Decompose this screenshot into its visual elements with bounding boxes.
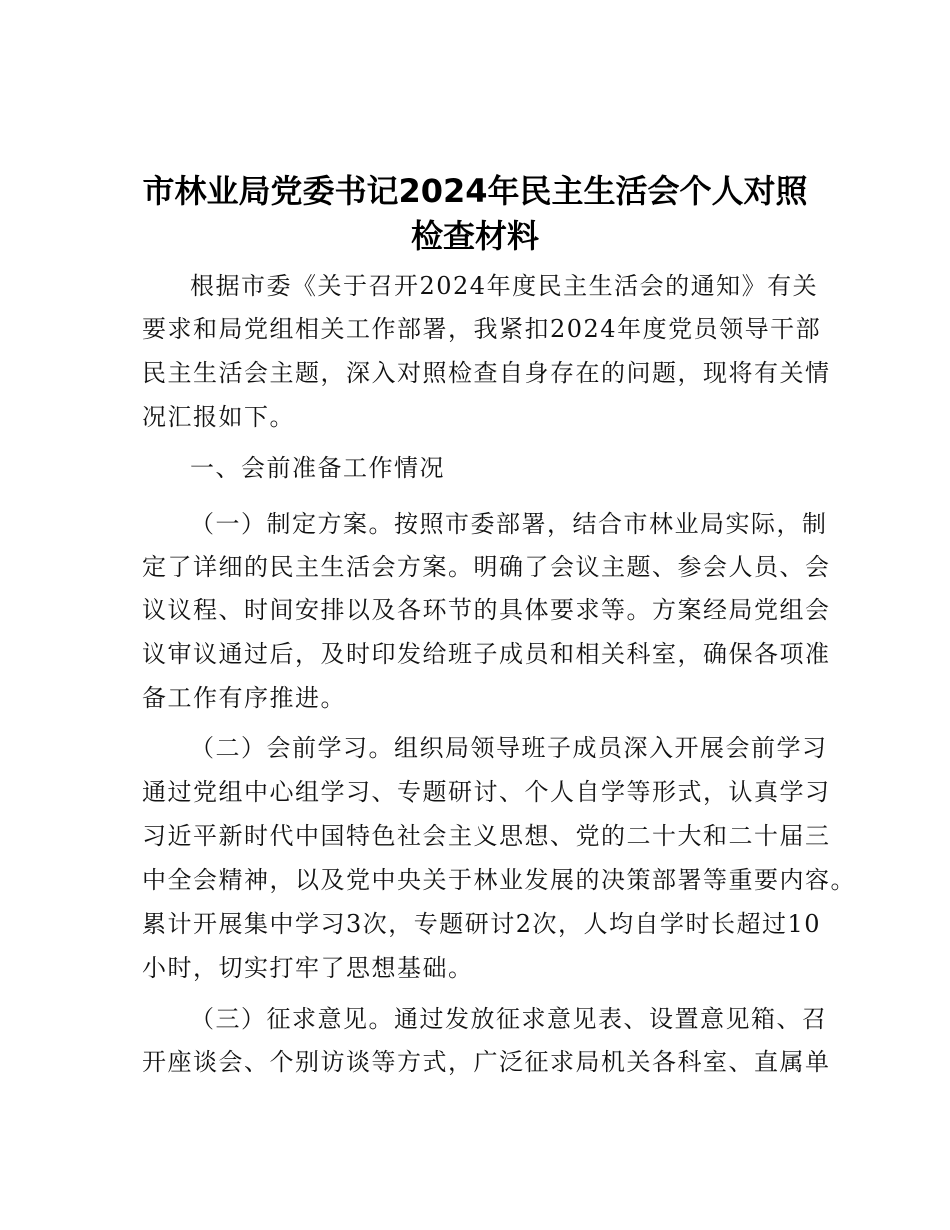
paragraph-2-line-3: 议议程、时间安排以及各环节的具体要求等。方案经局党组会 (142, 596, 831, 624)
paragraph-4-line-2: 开座谈会、个别访谈等方式，广泛征求局机关各科室、直属单 (142, 1048, 831, 1076)
paragraph-3-line-2: 通过党组中心组学习、专题研讨、个人自学等形式，认真学习 (142, 778, 831, 806)
paragraph-2-line-2: 定了详细的民主生活会方案。明确了会议主题、参会人员、会 (142, 553, 831, 581)
paragraph-2-line-4: 议审议通过后，及时印发给班子成员和相关科室，确保各项准 (142, 640, 831, 668)
paragraph-1-line-2: 要求和局党组相关工作部署，我紧扣2024年度党员领导干部 (142, 315, 822, 343)
paragraph-1-line-3: 民主生活会主题，深入对照检查自身存在的问题，现将有关情 (142, 359, 831, 387)
paragraph-3-line-5: 累计开展集中学习3次，专题研讨2次，人均自学时长超过10 (142, 910, 822, 938)
section-heading: 一、会前准备工作情况 (190, 454, 445, 482)
paragraph-4-line-1: （三）征求意见。通过发放征求意见表、设置意见箱、召 (190, 1005, 828, 1033)
paragraph-2-line-5: 备工作有序推进。 (142, 684, 346, 712)
paragraph-3-line-3: 习近平新时代中国特色社会主义思想、党的二十大和二十届三 (142, 822, 831, 850)
document-title-line-1: 市林业局党委书记2024年民主生活会个人对照 (142, 172, 808, 210)
paragraph-3-line-1: （二）会前学习。组织局领导班子成员深入开展会前学习 (190, 734, 828, 762)
paragraph-2-line-1: （一）制定方案。按照市委部署，结合市林业局实际，制 (190, 510, 828, 538)
document-title-line-2: 检查材料 (410, 217, 539, 255)
paragraph-1-line-1: 根据市委《关于召开2024年度民主生活会的通知》有关 (190, 272, 819, 300)
paragraph-3-line-6: 小时，切实打牢了思想基础。 (142, 954, 474, 982)
paragraph-3-line-4: 中全会精神，以及党中央关于林业发展的决策部署等重要内容。 (142, 866, 856, 894)
paragraph-1-line-4: 况汇报如下。 (142, 403, 295, 431)
